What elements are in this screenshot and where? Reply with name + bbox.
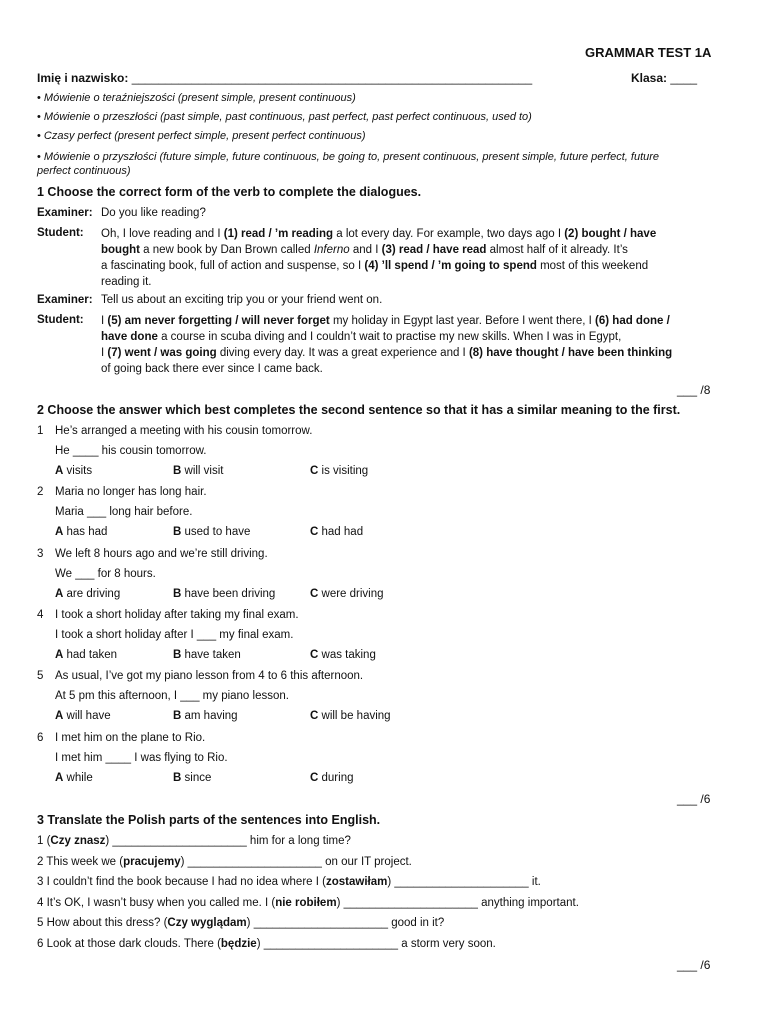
translation-item (37, 856, 412, 868)
original-sentence: Maria no longer has long hair. (55, 486, 207, 499)
question-number: 5 (37, 670, 44, 683)
examiner-question-2: Tell us about an exciting trip you or your friend went on. (101, 294, 383, 306)
verb-choice-2[interactable]: (2) bought / have (564, 228, 657, 240)
examiner-label: Examiner: (37, 207, 93, 219)
question-number: 4 (37, 608, 44, 621)
gapped-sentence: We ___ for 8 hours. (55, 567, 156, 580)
class-line[interactable]: ____ (670, 71, 698, 85)
original-sentence: I took a short holiday after taking my final exam. (55, 608, 299, 621)
answer-option-b[interactable]: B used to have (173, 526, 251, 539)
original-sentence: He’s arranged a meeting with his cousin tomorrow. (55, 425, 313, 437)
item-text: ) (180, 855, 188, 868)
answer-blank[interactable]: _____________________ (343, 896, 478, 909)
item-text: 6 Look at those dark clouds. There ( (37, 937, 221, 950)
question-number: 1 (37, 425, 44, 437)
verb-choice-8[interactable]: (8) have thought / have been thinking (468, 347, 673, 359)
topic-item: • Mówienie o przeszłości (past simple, past continuous, past perfect, past perfect continuous, used to) (37, 111, 532, 123)
answer-option-a[interactable]: A had taken (55, 648, 118, 661)
item-text: on our IT project. (321, 855, 412, 868)
answer-option-c[interactable]: C was taking (310, 648, 376, 661)
item-text: it. (528, 876, 541, 888)
verb-choice-4[interactable]: (4) ’ll spend / ’m going to spend (364, 260, 537, 272)
student-label: Student: (37, 227, 84, 239)
answer-option-b[interactable]: B since (173, 771, 212, 784)
verb-choice-3[interactable]: (3) read / have read (381, 244, 487, 256)
answer-option-c[interactable]: C during (310, 771, 354, 784)
verb-choice-1[interactable]: (1) read / ’m reading (223, 228, 334, 240)
polish-phrase: pracujemy (123, 855, 181, 868)
answer-option-a[interactable]: A are driving (55, 587, 121, 600)
translation-item (37, 876, 541, 888)
student-answer-2: I (5) am never forgetting / will never forget my holiday in Egypt last year. Before I went there, I (6) had done / have done a course in scuba diving and I couldn’t wait to practise my new skills. When I was in Egypt, I (7) went / was going diving every day. It was a great experience and I (8) have thought / have been thinking of going back there ever since I came back. (101, 315, 673, 375)
translation-item (37, 938, 496, 950)
topic-item: • Mówienie o przyszłości (future simple, future continuous, be going to, present continuous, present simple, future perfect, future (37, 151, 660, 163)
item-text: 5 How about this dress? ( (37, 917, 168, 929)
polish-phrase: nie robiłem (275, 896, 337, 909)
item-text: ) (387, 876, 395, 888)
name-row (37, 71, 532, 85)
verb-choice-6-cont[interactable]: have done (101, 331, 158, 343)
answer-option-c[interactable]: C had had (310, 526, 364, 539)
item-text: ) (336, 896, 344, 909)
section2-heading: 2 Choose the answer which best completes the second sentence so that it has a similar meaning to the first. (37, 403, 681, 417)
question-number: 3 (37, 547, 44, 560)
polish-phrase: Czy wyglądam (167, 917, 247, 929)
answer-option-b[interactable]: B have taken (173, 648, 241, 661)
gapped-sentence: At 5 pm this afternoon, I ___ my piano lesson. (55, 690, 289, 703)
item-text: ) (256, 937, 264, 950)
item-text: 1 ( (37, 835, 51, 847)
examiner-question-1: Do you like reading? (101, 207, 206, 219)
answer-option-a[interactable]: A while (55, 771, 93, 784)
answer-blank[interactable]: _____________________ (112, 835, 247, 847)
item-text: ) (105, 835, 113, 847)
name-label: Imię i nazwisko: (37, 71, 129, 85)
student-label: Student: (37, 314, 84, 326)
polish-phrase: zostawiłam (325, 876, 388, 888)
answer-option-c[interactable]: C were driving (310, 587, 384, 600)
answer-option-b[interactable]: B have been driving (173, 587, 276, 600)
item-text: 2 This week we ( (37, 855, 124, 868)
verb-choice-7[interactable]: (7) went / was going (107, 347, 217, 359)
answer-option-c[interactable]: C will be having (310, 710, 391, 723)
gapped-sentence: I met him ____ I was flying to Rio. (55, 751, 228, 764)
answer-option-b[interactable]: B will visit (173, 465, 224, 477)
question-number: 6 (37, 731, 44, 744)
answer-blank[interactable]: _____________________ (394, 876, 529, 888)
item-text: good in it? (388, 917, 445, 929)
translation-item (37, 835, 351, 847)
name-line[interactable]: ____________________________________________________________ (131, 71, 533, 85)
item-text: him for a long time? (246, 835, 351, 847)
section2-score[interactable]: ___ /6 (677, 792, 711, 806)
answer-blank[interactable]: _____________________ (253, 917, 388, 929)
verb-choice-6[interactable]: (6) had done / (595, 315, 670, 327)
item-text: ) (246, 917, 254, 929)
class-row (631, 71, 697, 85)
translation-item (37, 917, 444, 929)
question-number: 2 (37, 486, 44, 499)
topic-item: • Czasy perfect (present perfect simple, present perfect continuous) (37, 130, 366, 142)
item-text: 4 It’s OK, I wasn’t busy when you called me. I ( (37, 896, 276, 909)
gapped-sentence: I took a short holiday after I ___ my final exam. (55, 628, 294, 641)
gapped-sentence: He ____ his cousin tomorrow. (55, 445, 207, 457)
answer-option-b[interactable]: B am having (173, 710, 238, 723)
answer-blank[interactable]: _____________________ (263, 937, 399, 950)
answer-blank[interactable]: _____________________ (187, 855, 322, 868)
item-text: a storm very soon. (398, 937, 496, 950)
answer-option-a[interactable]: A visits (55, 465, 93, 477)
polish-phrase: Czy znasz (50, 835, 106, 847)
answer-option-a[interactable]: A has had (55, 526, 108, 539)
verb-choice-2-cont[interactable]: bought (101, 244, 140, 256)
student-answer-1: Oh, I love reading and I (1) read / ’m reading a lot every day. For example, two days ago I (2) bought / have bought a new book by Dan Brown called Inferno and I (3) read / have read almost half of it already. It’s a fascinating book, full of action and suspense, so I (4) ’ll spend / ’m going to spend most of this weekend reading it. (101, 228, 657, 288)
gapped-sentence: Maria ___ long hair before. (55, 506, 193, 519)
original-sentence: We left 8 hours ago and we’re still driving. (55, 547, 268, 560)
page-title: GRAMMAR TEST 1A (585, 45, 712, 60)
answer-option-c[interactable]: C is visiting (310, 465, 369, 477)
section1-score[interactable]: ___ /8 (677, 383, 711, 397)
section3-score[interactable]: ___ /6 (677, 958, 711, 972)
topic-item-continued: perfect continuous) (37, 165, 131, 177)
verb-choice-5[interactable]: (5) am never forgetting / will never forget (107, 315, 330, 327)
original-sentence: I met him on the plane to Rio. (55, 731, 206, 744)
topic-item: • Mówienie o teraźniejszości (present simple, present continuous) (37, 92, 356, 104)
examiner-label: Examiner: (37, 294, 93, 306)
section1-heading: 1 Choose the correct form of the verb to complete the dialogues. (37, 185, 422, 199)
translation-item (37, 897, 579, 909)
item-text: 3 I couldn’t find the book because I had no idea where I ( (37, 876, 326, 888)
answer-option-a[interactable]: A will have (55, 710, 111, 723)
polish-phrase: będzie (220, 937, 257, 950)
item-text: anything important. (477, 896, 579, 909)
section3-heading: 3 Translate the Polish parts of the sentences into English. (37, 813, 381, 827)
class-label: Klasa: (631, 71, 668, 85)
original-sentence: As usual, I’ve got my piano lesson from 4 to 6 this afternoon. (55, 670, 364, 683)
